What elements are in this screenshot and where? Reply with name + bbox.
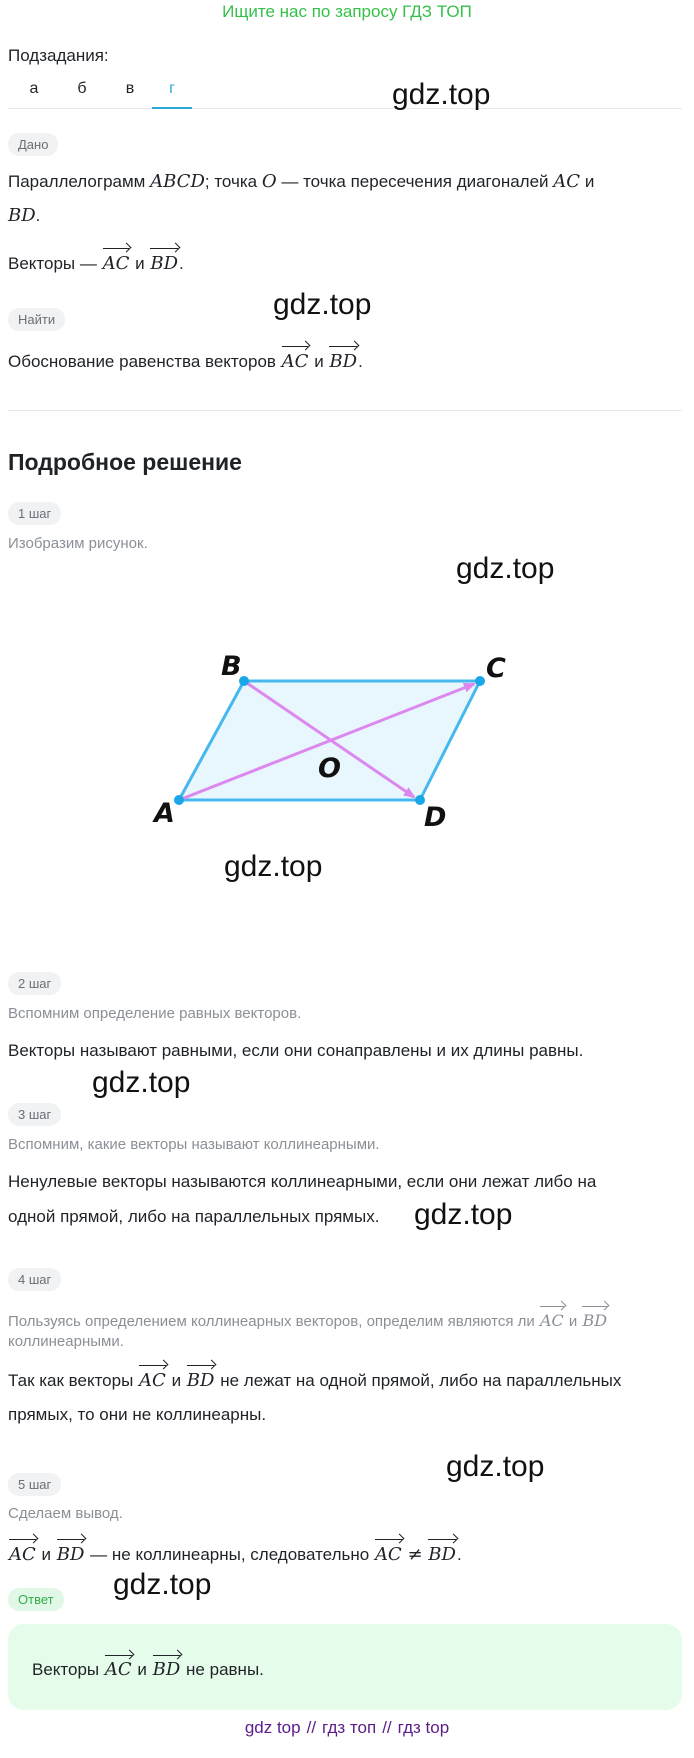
solution-title: Подробное решение — [8, 449, 242, 475]
watermark: gdz.top — [414, 1198, 513, 1231]
step-5-pill: 5 шаг — [8, 1473, 61, 1496]
vector-bd: BD — [153, 1652, 181, 1680]
footer-separator: // — [306, 1718, 317, 1737]
footer-links — [0, 1718, 694, 1738]
answer-pill: Ответ — [8, 1588, 64, 1611]
given-line-2: BD. — [8, 205, 41, 226]
vector-bd: BD — [582, 1303, 607, 1332]
vector-bd: BD — [428, 1536, 456, 1567]
not-equal-sign: ≠ — [407, 1544, 423, 1565]
answer-text: Векторы AC и BD не равны. — [32, 1652, 264, 1680]
tab-a[interactable]: а — [29, 80, 39, 97]
label-d: D — [424, 802, 447, 833]
watermark: gdz.top — [456, 552, 555, 585]
step-3-pill: 3 шаг — [8, 1103, 61, 1126]
vector-ac: AC — [375, 1536, 402, 1567]
step-4-text-2: прямых, то они не коллинеарны. — [8, 1405, 267, 1424]
vector-bd: BD — [329, 343, 357, 374]
tab-g[interactable]: г — [152, 80, 192, 109]
step-2-pill: 2 шаг — [8, 972, 61, 995]
given-pill: Дано — [8, 133, 58, 156]
footer-separator: // — [382, 1718, 392, 1737]
label-o: O — [318, 753, 341, 784]
given-vectors-line: Векторы — AC и BD. — [8, 245, 184, 276]
vector-ac: AC — [139, 1362, 166, 1393]
step-1-hint: Изобразим рисунок. — [8, 535, 148, 552]
subtask-tabs — [8, 76, 682, 109]
watermark: gdz.top — [392, 78, 491, 111]
watermark: gdz.top — [113, 1568, 212, 1601]
find-line: Обоснование равенства векторов AC и BD. — [8, 343, 363, 374]
step-3-text-1: Ненулевые векторы называются коллинеарными, если они лежат либо на — [8, 1172, 597, 1191]
vector-ac: AC — [105, 1652, 132, 1680]
step-4-hint-1: Пользуясь определением коллинеарных векторов, определим являются ли AC и BD — [8, 1303, 608, 1333]
step-5-hint: Сделаем вывод. — [8, 1505, 123, 1522]
step-4-pill: 4 шаг — [8, 1268, 61, 1291]
vector-bd: BD — [57, 1536, 85, 1567]
divider — [8, 410, 682, 411]
footer-link-gdz-top-mixed[interactable]: гдз top — [397, 1718, 450, 1737]
watermark: gdz.top — [273, 288, 372, 321]
footer-link-gdz-top-cyrillic[interactable]: гдз топ — [322, 1718, 377, 1737]
step-3-text-2: одной прямой, либо на параллельных прямых. — [8, 1207, 380, 1226]
step-4-hint-2: коллинеарными. — [8, 1333, 124, 1350]
label-a: A — [154, 798, 175, 829]
step-4-text-1: Так как векторы AC и BD не лежат на одной прямой, либо на параллельных — [8, 1362, 621, 1393]
label-b: B — [221, 651, 242, 682]
step-3-hint: Вспомним, какие векторы называют коллинеарными. — [8, 1136, 380, 1153]
subtasks-label: Подзадания: — [8, 46, 109, 65]
label-c: C — [486, 653, 506, 684]
watermark: gdz.top — [446, 1450, 545, 1483]
footer-link-gdz-top[interactable]: gdz top — [244, 1718, 301, 1737]
vector-bd: BD — [150, 245, 178, 276]
vector-bd: BD — [187, 1362, 215, 1393]
find-pill: Найти — [8, 308, 65, 331]
watermark: gdz.top — [224, 850, 323, 883]
watermark: gdz.top — [92, 1066, 191, 1099]
vector-ac: AC — [282, 343, 309, 374]
tab-v[interactable]: в — [125, 80, 135, 97]
vector-ac: AC — [540, 1303, 564, 1332]
vector-ac: AC — [103, 245, 130, 276]
step-2-text: Векторы называют равными, если они сонаправлены и их длины равны. — [8, 1041, 584, 1060]
promo-banner: Ищите нас по запросу ГДЗ ТОП — [222, 2, 472, 21]
step-1-pill: 1 шаг — [8, 502, 61, 525]
given-line-1: Параллелограмм ABCD; точка O — точка пересечения диагоналей AC и — [8, 171, 595, 192]
parallelogram-figure — [0, 600, 694, 840]
tab-b[interactable]: б — [77, 80, 87, 97]
point-c — [475, 676, 485, 686]
vector-ac: AC — [9, 1536, 36, 1567]
step-2-hint: Вспомним определение равных векторов. — [8, 1005, 302, 1022]
step-5-text: AC и BD — не коллинеарны, следовательно AC ≠ BD. — [8, 1536, 462, 1567]
point-a — [174, 795, 184, 805]
